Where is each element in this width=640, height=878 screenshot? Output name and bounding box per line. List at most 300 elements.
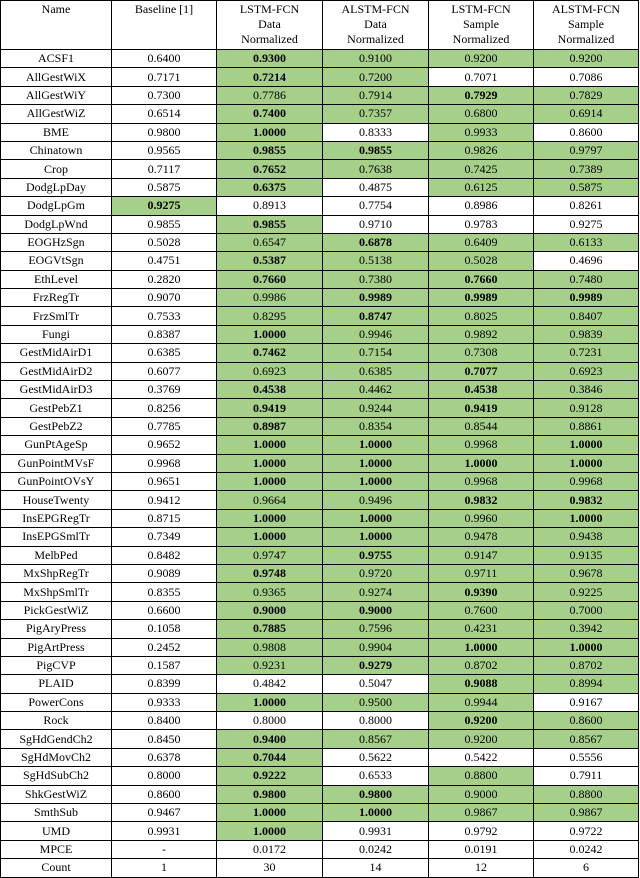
value-cell: 0.9225 [534,583,639,601]
value-cell: 0.8986 [429,197,534,215]
table-row [1,344,639,362]
dataset-name-cell: MPCE [1,840,112,858]
header-line: Data [364,17,387,31]
value-cell: 6 [534,859,639,877]
header-baseline [112,1,217,50]
header-line: LSTM-FCN [239,2,300,16]
value-cell: 0.2820 [112,270,217,288]
header-line: ALSTM-FCN [551,2,620,16]
value-cell: 0.7425 [429,160,534,178]
value-cell: 0.7300 [112,86,217,104]
value-cell: 0.7786 [217,86,323,104]
value-cell: 0.7117 [112,160,217,178]
value-cell: 0.5875 [112,178,217,196]
value-cell: 0.9089 [112,564,217,582]
value-cell: 1.0000 [534,436,639,454]
value-cell: 0.9808 [217,638,323,656]
table-row [1,399,639,417]
value-cell: 0.4462 [323,381,429,399]
table-row [1,675,639,693]
value-cell: 0.8482 [112,546,217,564]
table-row [1,472,639,490]
header-line: Data [258,17,281,31]
value-cell: 0.9855 [217,141,323,159]
dataset-name-cell: EthLevel [1,270,112,288]
value-cell: 1.0000 [217,454,323,472]
dataset-name-cell: PigArtPress [1,638,112,656]
header-alstm-data [323,1,429,50]
value-cell: 0.8355 [112,583,217,601]
table-row [1,712,639,730]
value-cell: 1.0000 [323,804,429,822]
value-cell: 0.8025 [429,307,534,325]
value-cell: 0.5875 [534,178,639,196]
value-cell: 0.3769 [112,381,217,399]
table-row [1,123,639,141]
dataset-name-cell: FrzRegTr [1,289,112,307]
value-cell: 0.3942 [534,620,639,638]
value-cell: 0.9748 [217,564,323,582]
value-cell: 0.9200 [429,712,534,730]
value-cell: 0.6375 [217,178,323,196]
table-row [1,730,639,748]
value-cell: 0.9678 [534,564,639,582]
table-header [1,1,639,50]
table-row [1,160,639,178]
value-cell: 1.0000 [323,472,429,490]
dataset-name-cell: MxShpSmlTr [1,583,112,601]
value-cell: 1.0000 [534,454,639,472]
value-cell: 0.9968 [429,436,534,454]
value-cell: 0.9892 [429,325,534,343]
header-line: Name [41,2,71,16]
value-cell: 0.9274 [323,583,429,601]
table-row [1,105,639,123]
table-row [1,638,639,656]
value-cell: 0.9989 [534,289,639,307]
value-cell: 0.6914 [534,105,639,123]
value-cell: 0.7000 [534,601,639,619]
value-cell: 0.9904 [323,638,429,656]
value-cell: 0.8800 [429,767,534,785]
value-cell: 1.0000 [217,822,323,840]
value-cell: 0.9070 [112,289,217,307]
value-cell: 1 [112,859,217,877]
value-cell: 0.0242 [323,840,429,858]
value-cell: 0.9986 [217,289,323,307]
value-cell: 0.5387 [217,252,323,270]
value-cell: 0.8994 [534,675,639,693]
value-cell: 0.9500 [323,693,429,711]
value-cell: 0.8256 [112,399,217,417]
table-row [1,252,639,270]
value-cell: 0.9946 [323,325,429,343]
value-cell: 0.9244 [323,399,429,417]
value-cell: 0.8861 [534,417,639,435]
value-cell: 1.0000 [217,693,323,711]
value-cell: 0.9438 [534,528,639,546]
value-cell: 0.0172 [217,840,323,858]
dataset-name-cell: HouseTwenty [1,491,112,509]
dataset-name-cell: AllGestWiX [1,68,112,86]
value-cell: 0.9333 [112,693,217,711]
value-cell: 0.7929 [429,86,534,104]
value-cell: 0.7154 [323,344,429,362]
value-cell: 0.6385 [323,362,429,380]
table-row [1,656,639,674]
dataset-name-cell: PigCVP [1,656,112,674]
header-line: LSTM-FCN [451,2,511,16]
value-cell: 0.8567 [534,730,639,748]
value-cell: 0.9968 [429,472,534,490]
value-cell: 0.9419 [429,399,534,417]
header-alstm-sample [534,1,639,50]
value-cell: 0.9412 [112,491,217,509]
value-cell: 0.9200 [429,50,534,68]
value-cell: 0.8000 [217,712,323,730]
value-cell: 0.9478 [429,528,534,546]
value-cell: 0.6923 [217,362,323,380]
value-cell: 0.5028 [112,233,217,251]
value-cell: 0.8295 [217,307,323,325]
table-row [1,270,639,288]
value-cell: 0.7200 [323,68,429,86]
value-cell: 0.7044 [217,748,323,766]
dataset-name-cell: GestMidAirD3 [1,381,112,399]
value-cell: 0.0242 [534,840,639,858]
dataset-name-cell: PLAID [1,675,112,693]
header-line: Baseline [1] [134,2,194,16]
table-row [1,215,639,233]
value-cell: 0.7911 [534,767,639,785]
value-cell: 0.9467 [112,804,217,822]
value-cell: 0.3846 [534,381,639,399]
table-row [1,748,639,766]
dataset-name-cell: GestPebZ1 [1,399,112,417]
value-cell: 0.6800 [429,105,534,123]
value-cell: 0.6400 [112,50,217,68]
value-cell: 0.8715 [112,509,217,527]
value-cell: 0.4538 [429,381,534,399]
value-cell: 0.7652 [217,160,323,178]
value-cell: 0.9496 [323,491,429,509]
value-cell: 0.8747 [323,307,429,325]
value-cell: 0.0191 [429,840,534,858]
value-cell: 0.9279 [323,656,429,674]
value-cell: 0.5556 [534,748,639,766]
value-cell: 0.9275 [112,197,217,215]
value-cell: - [112,840,217,858]
table-row [1,68,639,86]
table-row [1,528,639,546]
dataset-name-cell: SgHdGendCh2 [1,730,112,748]
value-cell: 0.9664 [217,491,323,509]
value-cell: 1.0000 [323,454,429,472]
value-cell: 0.8000 [323,712,429,730]
value-cell: 0.9231 [217,656,323,674]
value-cell: 1.0000 [429,454,534,472]
header-line: Sample [463,17,499,31]
value-cell: 0.4538 [217,381,323,399]
value-cell: 0.2452 [112,638,217,656]
value-cell: 0.9933 [429,123,534,141]
value-cell: 0.5028 [429,252,534,270]
value-cell: 0.4231 [429,620,534,638]
value-cell: 0.7380 [323,270,429,288]
value-cell: 0.9275 [534,215,639,233]
value-cell: 0.9931 [112,822,217,840]
value-cell: 0.7462 [217,344,323,362]
value-cell: 0.8399 [112,675,217,693]
value-cell: 0.9000 [217,601,323,619]
value-cell: 0.9167 [534,693,639,711]
value-cell: 0.9200 [429,730,534,748]
dataset-name-cell: DodgLpGm [1,197,112,215]
value-cell: 0.7231 [534,344,639,362]
header-lstm-data [217,1,323,50]
value-cell: 0.6378 [112,748,217,766]
value-cell: 0.8544 [429,417,534,435]
value-cell: 0.9867 [429,804,534,822]
value-cell: 0.9365 [217,583,323,601]
table-row [1,509,639,527]
table-row [1,325,639,343]
header-name [1,1,112,50]
value-cell: 0.8600 [534,123,639,141]
value-cell: 0.6514 [112,105,217,123]
value-cell: 1.0000 [217,123,323,141]
value-cell: 0.5047 [323,675,429,693]
value-cell: 0.7533 [112,307,217,325]
dataset-name-cell: AllGestWiZ [1,105,112,123]
value-cell: 0.8261 [534,197,639,215]
table-row [1,86,639,104]
value-cell: 0.9867 [534,804,639,822]
value-cell: 0.9826 [429,141,534,159]
dataset-name-cell: SgHdSubCh2 [1,767,112,785]
value-cell: 0.9652 [112,436,217,454]
value-cell: 1.0000 [217,509,323,527]
value-cell: 1.0000 [217,325,323,343]
value-cell: 0.7754 [323,197,429,215]
value-cell: 0.7171 [112,68,217,86]
dataset-name-cell: FrzSmlTr [1,307,112,325]
header-line: Normalized [347,32,404,46]
table-row [1,454,639,472]
table-row [1,436,639,454]
value-cell: 0.7596 [323,620,429,638]
value-cell: 0.9832 [429,491,534,509]
value-cell: 0.9720 [323,564,429,582]
table-row [1,491,639,509]
value-cell: 0.8407 [534,307,639,325]
dataset-name-cell: PowerCons [1,693,112,711]
value-cell: 0.8333 [323,123,429,141]
value-cell: 0.7086 [534,68,639,86]
value-cell: 0.9400 [217,730,323,748]
table-row [1,233,639,251]
header-line: Normalized [557,32,615,46]
value-cell: 0.9800 [323,785,429,803]
dataset-name-cell: ShkGestWiZ [1,785,112,803]
dataset-name-cell: SmthSub [1,804,112,822]
value-cell: 0.7660 [217,270,323,288]
value-cell: 0.9800 [217,785,323,803]
dataset-name-cell: ACSF1 [1,50,112,68]
value-cell: 0.4751 [112,252,217,270]
table-row [1,564,639,582]
value-cell: 0.8400 [112,712,217,730]
value-cell: 0.7829 [534,86,639,104]
value-cell: 0.8000 [112,767,217,785]
value-cell: 0.8913 [217,197,323,215]
value-cell: 14 [323,859,429,877]
value-cell: 0.6533 [323,767,429,785]
table-row [1,620,639,638]
table-row [1,601,639,619]
value-cell: 0.6133 [534,233,639,251]
value-cell: 0.6409 [429,233,534,251]
dataset-name-cell: DodgLpWnd [1,215,112,233]
value-cell: 0.6878 [323,233,429,251]
value-cell: 0.7214 [217,68,323,86]
value-cell: 0.9128 [534,399,639,417]
value-cell: 0.5138 [323,252,429,270]
value-cell: 1.0000 [323,509,429,527]
value-cell: 0.6547 [217,233,323,251]
value-cell: 0.9832 [534,491,639,509]
header-line: Sample [568,17,604,31]
dataset-name-cell: UMD [1,822,112,840]
value-cell: 0.9855 [217,215,323,233]
value-cell: 0.9797 [534,141,639,159]
dataset-name-cell: GestPebZ2 [1,417,112,435]
value-cell: 1.0000 [217,528,323,546]
value-cell: 0.8987 [217,417,323,435]
value-cell: 1.0000 [217,804,323,822]
table-row [1,804,639,822]
summary-row [1,859,639,877]
dataset-name-cell: MelbPed [1,546,112,564]
table-body [1,50,639,878]
table-row [1,141,639,159]
table-row [1,785,639,803]
value-cell: 0.6077 [112,362,217,380]
value-cell: 0.9944 [429,693,534,711]
value-cell: 0.9135 [534,546,639,564]
value-cell: 0.9968 [112,454,217,472]
dataset-name-cell: InsEPGRegTr [1,509,112,527]
value-cell: 0.7357 [323,105,429,123]
dataset-name-cell: Rock [1,712,112,730]
value-cell: 1.0000 [323,436,429,454]
header-line: Normalized [452,32,510,46]
dataset-name-cell: GestMidAirD1 [1,344,112,362]
value-cell: 0.9390 [429,583,534,601]
value-cell: 0.9000 [323,601,429,619]
value-cell: 1.0000 [323,528,429,546]
value-cell: 12 [429,859,534,877]
table-row [1,822,639,840]
value-cell: 0.8567 [323,730,429,748]
value-cell: 0.9200 [534,50,639,68]
table-row [1,546,639,564]
value-cell: 0.6923 [534,362,639,380]
header-row [1,1,639,50]
table-row [1,693,639,711]
value-cell: 0.7785 [112,417,217,435]
value-cell: 0.6125 [429,178,534,196]
value-cell: 0.9747 [217,546,323,564]
dataset-name-cell: DodgLpDay [1,178,112,196]
table-row [1,417,639,435]
value-cell: 0.7400 [217,105,323,123]
table-row [1,583,639,601]
table-row [1,178,639,196]
value-cell: 0.9711 [429,564,534,582]
header-line: Normalized [241,32,298,46]
value-cell: 1.0000 [429,638,534,656]
value-cell: 0.1058 [112,620,217,638]
value-cell: 0.9710 [323,215,429,233]
value-cell: 0.5622 [323,748,429,766]
dataset-name-cell: GunPointMVsF [1,454,112,472]
value-cell: 0.8600 [534,712,639,730]
value-cell: 0.9960 [429,509,534,527]
dataset-name-cell: PigAryPress [1,620,112,638]
dataset-name-cell: GunPointOVsY [1,472,112,490]
dataset-name-cell: EOGHzSgn [1,233,112,251]
table-row [1,50,639,68]
value-cell: 0.7077 [429,362,534,380]
summary-row [1,840,639,858]
value-cell: 0.1587 [112,656,217,674]
dataset-name-cell: AllGestWiY [1,86,112,104]
table-row [1,362,639,380]
value-cell: 0.6600 [112,601,217,619]
value-cell: 0.9088 [429,675,534,693]
dataset-name-cell: Chinatown [1,141,112,159]
value-cell: 0.8450 [112,730,217,748]
value-cell: 0.9722 [534,822,639,840]
value-cell: 0.9419 [217,399,323,417]
header-lstm-sample [429,1,534,50]
value-cell: 0.7389 [534,160,639,178]
table-row [1,767,639,785]
dataset-name-cell: SgHdMovCh2 [1,748,112,766]
dataset-name-cell: Crop [1,160,112,178]
dataset-name-cell: PickGestWiZ [1,601,112,619]
value-cell: 30 [217,859,323,877]
value-cell: 0.9792 [429,822,534,840]
value-cell: 0.9000 [429,785,534,803]
value-cell: 1.0000 [534,509,639,527]
value-cell: 0.9855 [323,141,429,159]
value-cell: 0.9755 [323,546,429,564]
value-cell: 0.8387 [112,325,217,343]
value-cell: 0.9565 [112,141,217,159]
value-cell: 0.9300 [217,50,323,68]
value-cell: 0.8354 [323,417,429,435]
value-cell: 0.8600 [112,785,217,803]
value-cell: 0.9989 [323,289,429,307]
value-cell: 0.6385 [112,344,217,362]
dataset-name-cell: EOGVtSgn [1,252,112,270]
table-row [1,381,639,399]
value-cell: 0.9783 [429,215,534,233]
table-row [1,289,639,307]
value-cell: 0.9839 [534,325,639,343]
